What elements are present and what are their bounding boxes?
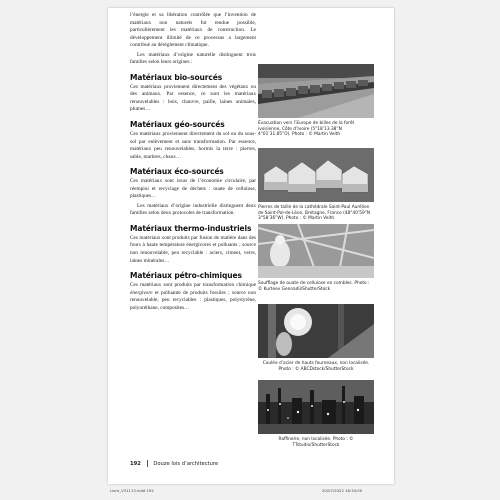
caption-logging-train: Évacuation vers l’Europe de billes de la forêt ivoirienne, Côte d’Ivoire (5°18’13.38”N 4°01’31.85”O). Photo : © Martin Veith — [258, 121, 355, 138]
paragraph-geo-sourced: Ces matériaux proviennent directement du sol ou du sous-sol par enlèvement et sans transformation. Par essence, matériaux peu renouvelables, hormis la terre : pierres, sable, marbres, chaux… — [130, 131, 256, 160]
cellulose-insulation-photo — [258, 224, 374, 278]
heading-thermo-industrial: Matériaux thermo-industriels — [130, 223, 252, 233]
paragraph-intro: l’énergie et sa libération contrôlée que l’invention de matériaux non naturels fut rendue possible, particulièrement les matériaux de construction. Le développement illimité de ce processus a largement contribué au dérèglement climatique. — [130, 12, 256, 49]
book-title: Douze lois d’architecture — [153, 461, 219, 467]
figure-cellulose — [258, 224, 374, 292]
heading-geo-sourced: Matériaux géo-sourcés — [130, 120, 225, 130]
paragraph-thermo-industrial: Ces matériaux sont produits par fusion de matière dans des fours à haute température énergivores et polluants ; source non renouvelable, peu recyclable : aciers, ciment, verre, laines minérales… — [130, 234, 256, 264]
figure-cut-stones — [258, 148, 374, 222]
figure-logging-train — [258, 64, 374, 138]
heading-bio-sourced: Matériaux bio-sourcés — [130, 72, 223, 82]
refinery-photo — [258, 380, 374, 434]
caption-steel: Coulée d’acier de hauts fourneaux, non localisée. Photo : © ABCDstock/ShutterStock — [262, 361, 370, 372]
heading-petro-chemical: Matériaux pétro-chimiques — [130, 271, 242, 281]
heading-eco-sourced: Matériaux éco-sourcés — [130, 167, 224, 177]
figure-steel — [258, 304, 374, 372]
figure-refinery — [258, 380, 374, 448]
text-column — [130, 12, 256, 314]
page-number: 192 — [130, 461, 141, 467]
slug-timestamp: 20/07/2022 18:34:00 — [322, 488, 363, 493]
caption-cellulose: Soufflage de ouate de cellulose en combles. Photo : © Kurteev Gennadii/ShutterStock — [258, 281, 370, 292]
page-footer — [130, 460, 218, 467]
slug-file-name: Livre_V31113.indd 192 — [110, 488, 154, 493]
paragraph-bio-sourced: Ces matériaux proviennent directement des végétaux ou des animaux. Par essence, ce sont les matériaux renouvelables : bois, chanvre, paille, laines animales, plumes… — [130, 83, 256, 113]
paragraph-eco-sourced: Ces matériaux sont issus de l’économie circulaire, par réemploi et recyclage de déchets : ouate de cellulose, plastiques… — [130, 178, 256, 200]
book-page — [108, 8, 394, 484]
paragraph-natural: Les matériaux d’origine naturelle distinguent trois familles selon leurs origines : — [130, 51, 256, 66]
caption-cut-stones: Pierres de taille de la cathédrale Saint-Paul Aurélien de Saint-Pol-de-Léon, Bretagne, France (48°40’59”N 3°58’36”W). Photo : © Martin Veith — [258, 205, 371, 222]
logging-train-photo — [258, 64, 374, 118]
footer-divider — [147, 460, 148, 467]
caption-refinery: Raffinerie, non localisée. Photo : © TTstudio/ShutterStock — [278, 437, 354, 448]
paragraph-petro-chemical: Ces matériaux sont produits par transformation chimique énergivore et polluante de produits fossiles ; source non renouvelable, peu recyclables : plastiques, polystyrène, polyuréthane, composites… — [130, 282, 256, 311]
steel-casting-photo — [258, 304, 374, 358]
paragraph-industrial: Les matériaux d’origine industrielle distinguent deux familles selon deux protocoles de transformation. — [130, 202, 256, 217]
cut-stones-photo — [258, 148, 374, 202]
